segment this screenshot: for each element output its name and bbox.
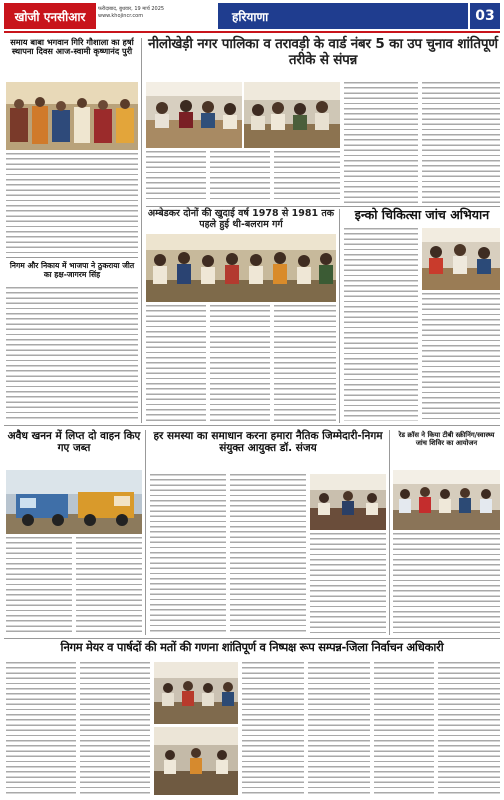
section-title: हरियाणा	[218, 3, 468, 29]
gaushala-photo-image	[6, 82, 138, 150]
counting-hall-photo-2	[154, 727, 238, 795]
dateline-date: फरीदाबाद, बुधवार, 19 मार्च 2025	[98, 6, 165, 12]
ambedkar-headline: अम्बेडकर दोनों की खुदाई वर्ष 1978 से 1981 तक पहले हुई थी-बलराम गर्ग	[147, 208, 335, 230]
ambedkar-body-1	[146, 305, 206, 421]
left-mid-body	[6, 287, 138, 420]
left-mid-headline: निगम और निकाय में भाजपा ने ठुकराया जीत का हक्ष-जागरम सिंह	[9, 261, 135, 279]
page-number: 03	[470, 3, 500, 29]
gaushala-photo	[6, 82, 138, 150]
bottom-body-3	[242, 662, 304, 796]
bottom-headline: निगम मेयर व पार्षदों की मतों की गणना शांतिपूर्ण व निष्पक्ष रूप सम्पन्न-जिला निर्वाचन अधिकारी	[60, 640, 444, 654]
counting-photo-2	[244, 82, 340, 148]
left-top-headline: समाय बाबा भगवान गिरि गौशाला का हर्षा स्थापना दिवस आज-स्वामी कृष्णानंद पुरी	[10, 37, 134, 57]
inco-body-1	[344, 228, 418, 421]
camp-photo	[422, 228, 500, 290]
ambedkar-photo	[146, 234, 336, 302]
bottom-body-5	[374, 662, 434, 796]
counting-hall-photo-1	[154, 662, 238, 724]
masthead	[0, 0, 504, 34]
dateline-web: www.khojincr.com	[98, 13, 144, 19]
column-rule-left-2	[145, 430, 146, 635]
main-body-col-4	[344, 82, 418, 203]
main-body-col-2	[210, 151, 270, 203]
main-body-col-5	[422, 82, 500, 203]
samadhan-body-1	[150, 474, 226, 634]
left-divider-1	[6, 257, 138, 258]
counting-photo-2-image	[244, 82, 340, 148]
inco-body-2	[422, 293, 500, 421]
illegal-headline: अवैध खनन में लिप्त दो वाहन किए गए जब्त	[7, 430, 141, 455]
counting-hall-photo-2-image	[154, 727, 238, 795]
column-rule-right	[339, 209, 340, 423]
bottom-body-4	[308, 662, 370, 796]
bottom-body-2	[80, 662, 150, 796]
main-headline: नीलोखेड़ी नगर पालिका व तरावड़ी के वार्ड नंबर 5 का उप चुनाव शांतिपूर्ण तरीके से संपन्न	[148, 36, 498, 68]
illegal-mining-photo	[6, 470, 142, 534]
inco-headline: इन्को चिकित्सा जांच अभियान	[354, 207, 490, 222]
main-body-col-3	[274, 151, 340, 203]
samadhan-body-3	[310, 533, 386, 634]
masthead-rule	[4, 31, 500, 33]
section-divider-2	[4, 638, 500, 639]
ambedkar-photo-image	[146, 234, 336, 302]
left-top-body	[6, 153, 138, 253]
illegal-mining-photo-image	[6, 470, 142, 534]
counting-photo-1-image	[146, 82, 242, 148]
ambedkar-body-3	[274, 305, 336, 421]
main-body-col-1	[146, 151, 206, 203]
counting-hall-photo-1-image	[154, 662, 238, 724]
redcross-body	[393, 533, 500, 634]
redcross-photo-image	[393, 470, 500, 530]
redcross-headline: रेड क्रॉस ने किया टीबी स्क्रीनिंग/स्वास्थ्य जांच शिविर का आयोजन	[398, 431, 495, 447]
illegal-body-2	[76, 537, 142, 633]
bottom-body-6	[438, 662, 500, 796]
illegal-body-1	[6, 537, 72, 633]
ambedkar-body-2	[210, 305, 270, 421]
section-divider-1	[4, 425, 500, 426]
redcross-photo	[393, 470, 500, 530]
dateline	[98, 3, 218, 29]
counting-photo-1	[146, 82, 242, 148]
camp-photo-image	[422, 228, 500, 290]
column-rule-left	[141, 38, 142, 423]
bottom-body-1	[6, 662, 76, 796]
column-rule-right-2	[389, 430, 390, 635]
samadhan-body-2	[230, 474, 306, 634]
brand-logo: खोजी एनसीआर	[4, 3, 96, 29]
meeting-photo	[310, 474, 386, 530]
meeting-photo-image	[310, 474, 386, 530]
samadhan-headline: हर समस्या का समाधान करना हमारा नैतिक जिम्मेदारी-निगम संयुक्त आयुक्त डॉ. संजय	[153, 430, 383, 455]
